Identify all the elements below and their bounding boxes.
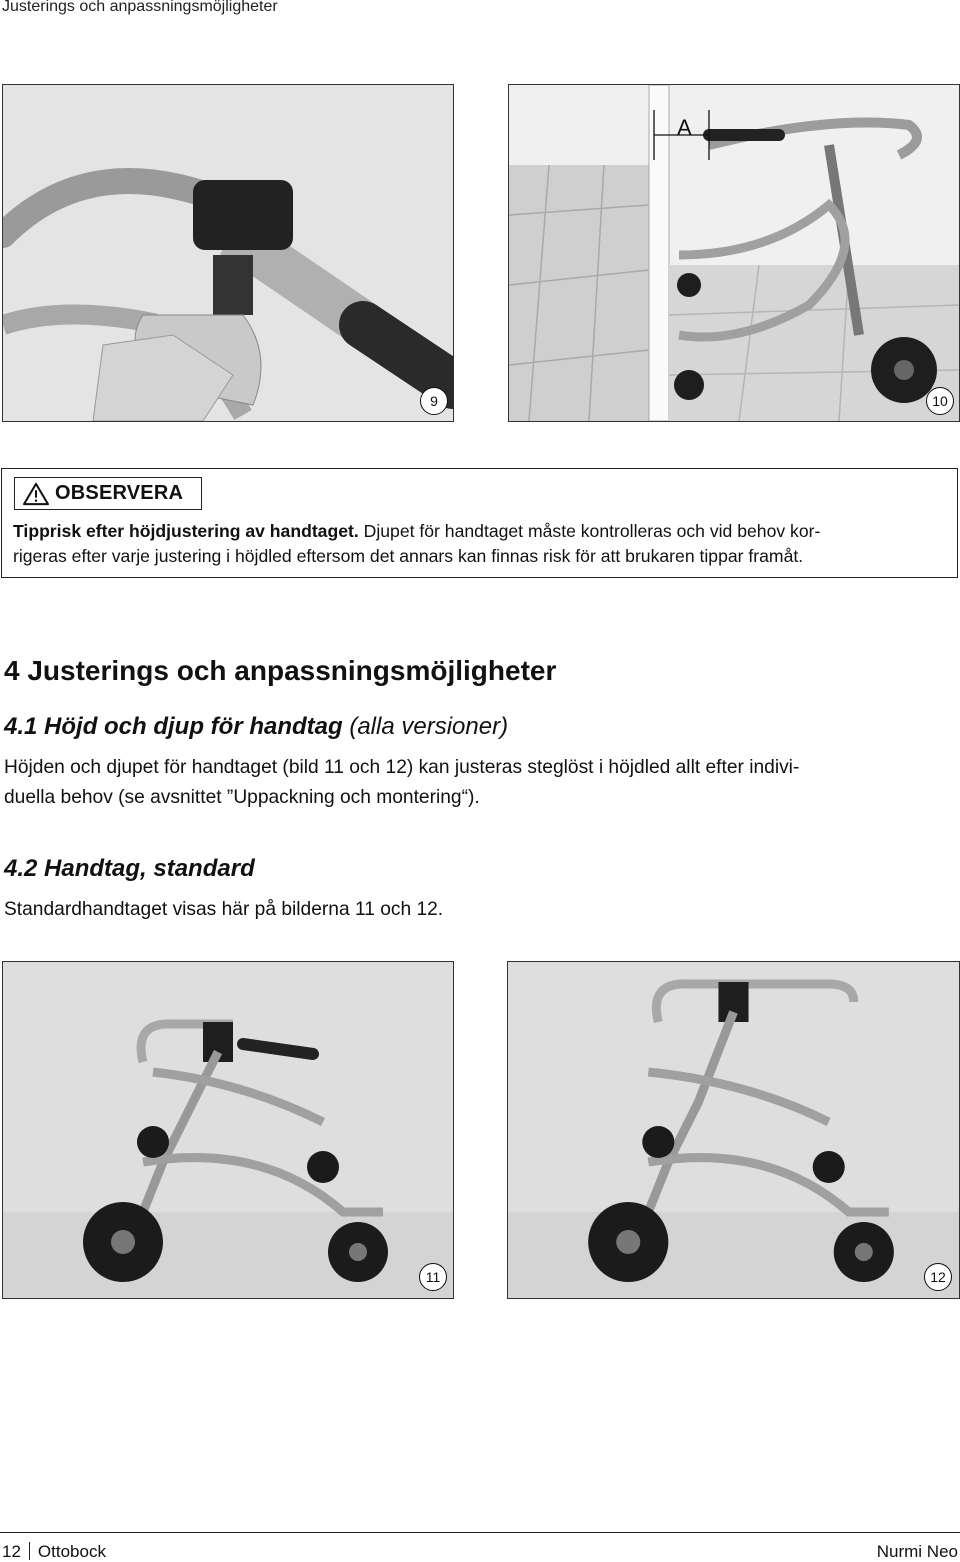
subsection-4-1-heading: 4.1 Höjd och djup för handtag [4,713,343,740]
footer-left [2,1542,106,1562]
figure-number-badge: 10 [926,387,954,415]
page-number: 12 [2,1542,21,1561]
figure-number-badge: 11 [419,1263,447,1291]
subsection-4-2-title: 4.2 Handtag, standard [4,855,255,882]
subsection-4-2-body: Standardhandtaget visas här på bilderna 11 och 12. [4,899,444,920]
figure-number-badge: 12 [924,1263,952,1291]
section-title: 4 Justerings och anpassningsmöjligheter [4,655,557,686]
notice-badge [14,477,202,510]
subsection-4-1-title [4,713,508,741]
body-line: Höjden och djupet för handtaget (bild 11 och 12) kan justeras steglöst i höjdled allt efter indivi- [4,757,800,778]
notice-text [13,519,953,569]
footer-rule [0,1532,960,1533]
walker-low-handle-illustration [3,962,453,1298]
notice-line1: Djupet för handtaget måste kontrolleras och vid behov kor- [358,521,821,541]
figure-9-photo [2,84,454,422]
notice-label: OBSERVERA [55,482,184,504]
warning-notice [1,468,958,578]
warning-triangle-icon [21,482,51,506]
subsection-4-1-body [4,753,954,813]
walker-high-handle-illustration [508,962,959,1298]
notice-line2: rigeras efter varje justering i höjdled eftersom det annars kan finnas risk för att brukaren tippar framåt. [13,546,804,566]
dimension-callout-a: A [677,115,692,140]
figure-10-photo [508,84,960,422]
walker-against-wall-illustration [509,85,959,421]
footer-separator [29,1542,30,1560]
handle-adjustment-illustration [3,85,453,421]
body-line: duella behov (se avsnittet ”Uppackning och montering“). [4,787,480,808]
running-header: Justerings och anpassningsmöjligheter [2,0,278,15]
figure-11-photo [2,961,454,1299]
notice-lead: Tipprisk efter höjdjustering av handtaget. [13,521,359,541]
figure-number-badge: 9 [420,387,448,415]
subsection-4-1-paren: (alla versioner) [342,713,509,740]
figure-12-photo [507,961,960,1299]
brand-name: Ottobock [37,1542,106,1561]
product-name: Nurmi Neo [876,1542,958,1561]
